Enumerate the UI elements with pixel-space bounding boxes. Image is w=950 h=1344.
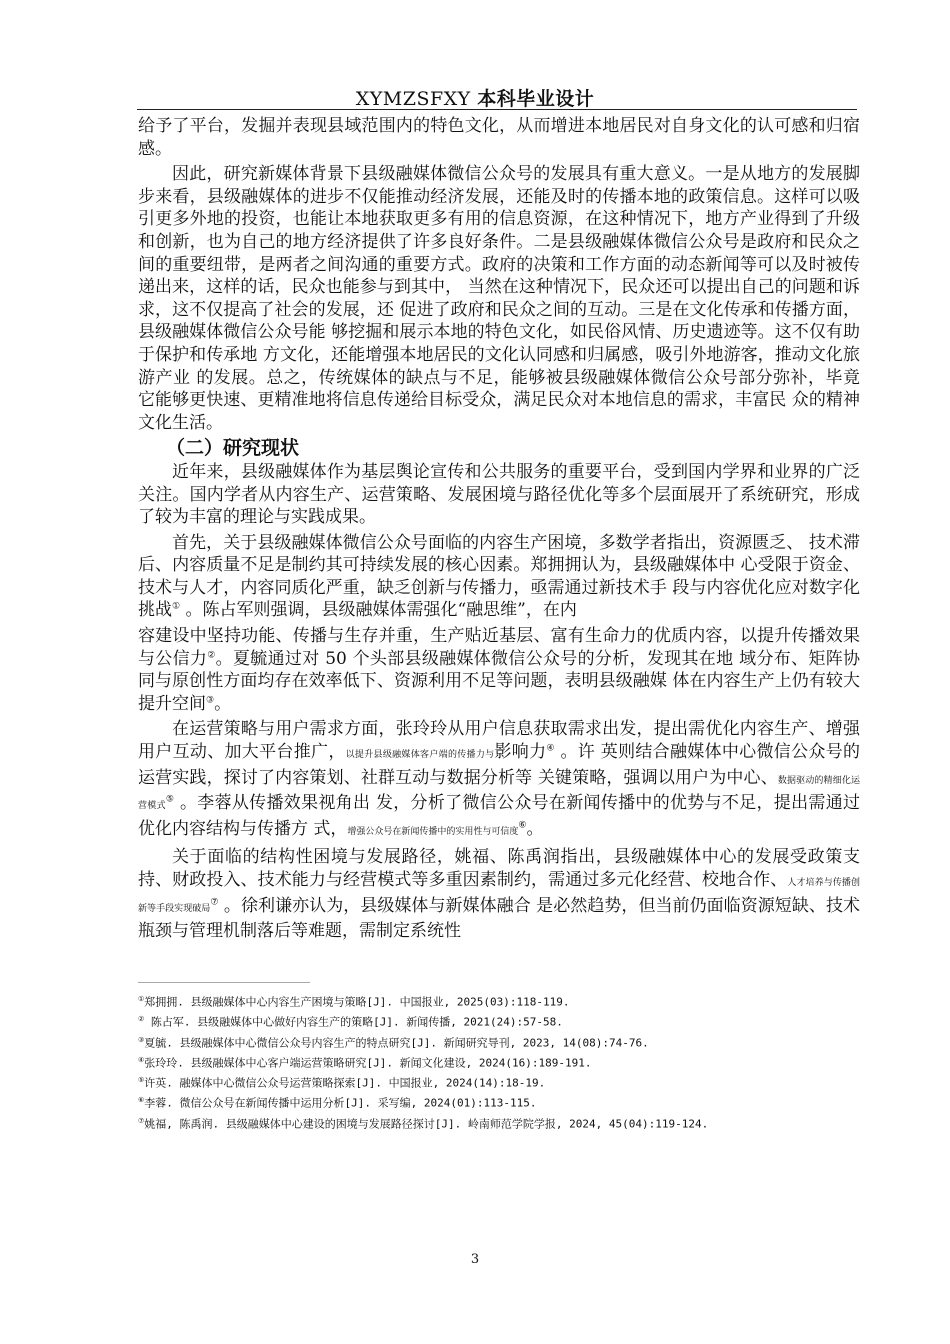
footnotes: [138, 992, 860, 1134]
paragraph-content-production: [138, 532, 860, 622]
page-header: [0, 84, 950, 111]
paragraph-operation-strategy: [138, 718, 860, 843]
header-code: XYMZSFXY: [355, 88, 471, 110]
text-run: 在运营策略与用户需求方面，张玲玲从用户信息获取需求出发，提出需优化内容生产、增强用户互动、加大平台推广，: [138, 719, 860, 763]
footnote-text: 李蓉. 微信公众号在新闻传播中运用分析[J]. 采写编, 2024(01):113-115.: [144, 1096, 537, 1110]
footnote-ref-3[interactable]: ③: [206, 695, 215, 706]
footnote-text: 许英. 融媒体中心微信公众号运营策略探索[J]. 中国报业, 2024(14):18-19.: [144, 1076, 546, 1090]
paragraph-continued: 给予了平台，发掘并表现县域范围内的特色文化，从而增进本地居民对自身文化的认可感和归宿感。: [138, 116, 860, 159]
footnote-ref-6[interactable]: ⑥: [518, 820, 527, 831]
footnote-ref-4[interactable]: ④: [546, 743, 555, 754]
text-run: 关于面临的结构性困境与发展路径，姚福、陈禹润指出，县级融媒体中心的发展受政策支持、财政投入、技术能力与经营模式等多重因素制约，需通过多元化经营、校地合作、: [138, 847, 860, 890]
footnote-item: [138, 1053, 860, 1071]
paragraph-significance: 因此，研究新媒体背景下县级融媒体微信公众号的发展具有重大意义。一是从地方的发展脚步来看，县级融媒体的进步不仅能推动经济发展，还能及时的传播本地的政策信息。这样可以吸引更多外地的投资，也能让本地获取更多有用的信息资源，在这种情况下，地方产业得到了升级和创新，也为自己的地方经济提供了许多良好条件。二是县级融媒体微信公众号是政府和民众之间的重要纽带，是两者之间沟通的重要方式。政府的决策和工作方面的动态新闻等可以及时被传递出来，这样的话，民众也能参与到其中， 当然在这种情况下，民众还可以提出自己的问题和诉求，这不仅提高了社会的发展，还 促进了政府和民众之间的互动。三是在文化传承和传播方面，县级融媒体微信公众号能 够挖掘和展示本地的特色文化，如民俗风情、历史遗迹等。这不仅有助于保护和传承地 方文化，还能增强本地居民的文化认同感和归属感，吸引外地游客，推动文化旅游产业 的发展。总之，传统媒体的缺点与不足，能够被县级融媒体微信公众号部分弥补，毕竟 它能够更快速、更精准地将信息传递给目标受众，满足民众对本地信息的需求，丰富民 众的精神文化生活。: [138, 164, 860, 433]
footnote-ref-7[interactable]: ⑦: [210, 896, 219, 907]
header-title: 本科毕业设计: [477, 88, 595, 110]
footnote-ref-2[interactable]: ②: [207, 650, 216, 660]
text-run: 。徐利谦亦认为，县级媒体与新媒体融合 是必然趋势，但当前仍面临资源短缺、技术瓶颈与管理机制落后等难题，需制定系统性: [138, 895, 860, 942]
small-text-run: 以提升县级融媒体客户端的传播力与: [345, 750, 495, 761]
text-run: 。许 英则结合融媒体中心微信公众号的运营实践，探讨了内容策划、社群互动与数据分析等 关键策略，强调以用户为中心、: [138, 742, 860, 788]
footnote-item: [138, 1033, 860, 1051]
paragraph-overview: 近年来，县级融媒体作为基层舆论宣传和公共服务的重要平台，受到国内学界和业界的广泛关注。国内学者从内容生产、运营策略、发展困境与路径优化等多个层面展开了系统研究，形成了较为丰富的理论与实践成果。: [138, 461, 860, 528]
footnote-item: [138, 1012, 860, 1030]
footnote-item: [138, 1073, 860, 1091]
footnote-item: [138, 1114, 860, 1132]
text-run: 影响力: [494, 742, 547, 763]
body-text: [138, 115, 860, 946]
footnote-text: 张玲玲. 县级融媒体中心客户端运营策略研究[J]. 新闻文化建设, 2024(16):189-191.: [144, 1056, 592, 1070]
small-text-run: 数据驱动的精细化运营模式: [138, 775, 860, 812]
paragraph-content-production-cont: [138, 625, 860, 715]
footnote-item: [138, 992, 860, 1010]
text-run: 。陈占军则强调，县级融媒体需强化“融思维”，在内: [180, 600, 577, 621]
footnote-ref-5[interactable]: ⑤: [165, 794, 175, 805]
text-run: 容建设中坚持功能、传播与生存并重，生产贴近基层、富有生命力的优质内容，以提升传播效果与公信力: [138, 626, 860, 669]
header-rule: [137, 109, 857, 110]
footnote-text: 姚福, 陈禹润. 县级融媒体中心建设的困境与发展路径探讨[J]. 岭南师范学院学报, 2024, 45(04):119-124.: [144, 1117, 709, 1131]
text-run: 首先，关于县级融媒体微信公众号面临的内容生产困境，多数学者指出，资源匮乏、 技术滞后、内容质量不足是制约其可持续发展的核心因素。郑拥拥认为，县级融媒体中 心受限于资金、技术与人才，内容同质化严重，缺乏创新与传播力，亟需通过新技术手 段与内容优化应对数字化挑战: [138, 532, 860, 621]
footnote-mark: ⑥: [138, 1096, 145, 1105]
footnote-mark: ⑤: [138, 1076, 145, 1084]
footnote-mark: ④: [138, 1055, 145, 1064]
text-run: 。夏毓通过对 50 个头部县级融媒体微信公众号的分析，发现其在地 域分布、矩阵协同与原创性方面均存在效率低下、资源利用不足等问题，表明县级融媒 体在内容生产上仍有较大提升空间: [138, 648, 861, 714]
text-run: 。李蓉从传播效果视角出 发，分析了微信公众号在新闻传播中的优势与不足，提出需通过优化内容结构与传播方 式，: [138, 793, 860, 839]
text-run: 。: [214, 693, 232, 714]
small-text-run: 增强公众号在新闻传播中的实用性与可信度: [347, 826, 519, 837]
text-run: 。: [526, 818, 544, 839]
footnote-separator: [138, 982, 310, 983]
small-text-run: 人才培养与传播创新等手段实现破局: [138, 878, 860, 914]
footnote-text: 陈占军. 县级融媒体中心做好内容生产的策略[J]. 新闻传播, 2021(24):57-58.: [144, 1015, 563, 1029]
page-number: 3: [470, 1252, 480, 1267]
footnote-mark: ⑦: [138, 1116, 145, 1125]
footnote-mark: ①: [138, 995, 145, 1003]
footnote-ref-1[interactable]: ①: [172, 601, 181, 612]
section-heading: （二）研究现状: [166, 437, 300, 460]
footnote-mark: ②: [138, 1015, 145, 1024]
footnote-text: 郑拥拥. 县级融媒体中心内容生产困境与策略[J]. 中国报业, 2025(03):118-119.: [144, 995, 570, 1009]
footnote-mark: ③: [138, 1035, 145, 1044]
paragraph-structural-dilemma: [138, 846, 860, 942]
footnote-item: [138, 1093, 860, 1111]
footnote-text: 夏毓. 县级融媒体中心微信公众号内容生产的特点研究[J]. 新闻研究导刊, 2023, 14(08):74-76.: [144, 1036, 649, 1050]
